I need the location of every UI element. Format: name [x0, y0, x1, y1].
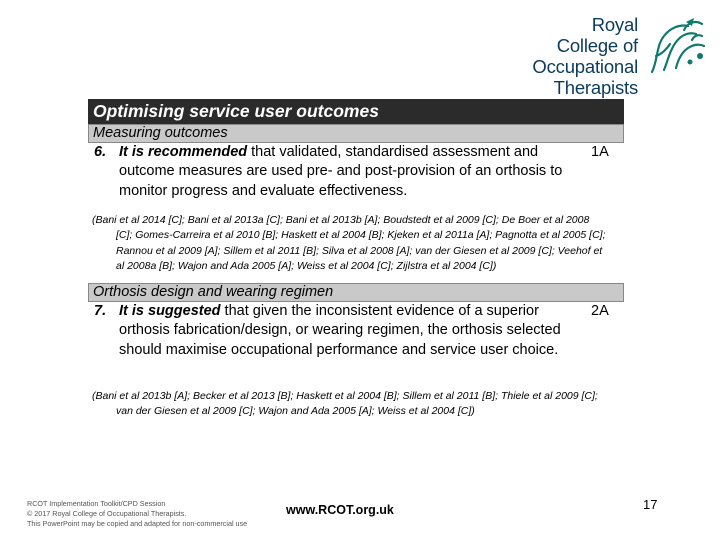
- footer-url-link[interactable]: www.RCOT.org.uk: [286, 503, 394, 517]
- recommendation-number: 7.: [94, 303, 107, 320]
- recommendation-body: that given the inconsistent evidence of a superior orthosis fabrication/design, or wearing regimen, the orthosis selected should maximise occupational performance and service user choice.: [119, 303, 561, 358]
- footer-copyright: [27, 499, 247, 529]
- recommendation-body: that validated, standardised assessment and outcome measures are used pre- and post-provision of an orthosis to monitor progress and evaluate effectiveness.: [119, 144, 563, 199]
- section-header-measuring-outcomes: Measuring outcomes: [88, 124, 624, 143]
- recommendation-7: [88, 302, 624, 381]
- recommendation-lead: It is recommended: [119, 144, 248, 160]
- recommendation-lead: It is suggested: [119, 303, 221, 320]
- logo-line: Occupational: [532, 56, 638, 77]
- logo-line: Therapists: [553, 77, 638, 98]
- section-header-orthosis-design: Orthosis design and wearing regimen: [88, 283, 624, 302]
- recommendation-grade: 1A: [591, 144, 609, 160]
- rcot-logo: [532, 14, 712, 98]
- recommendation-text: [119, 302, 569, 360]
- recommendation-6: [88, 143, 624, 203]
- slide-content: [88, 99, 624, 420]
- page-number: 17: [643, 497, 658, 512]
- footer-line: © 2017 Royal College of Occupational Therapists.: [27, 509, 187, 518]
- recommendation-number: 6.: [94, 144, 107, 160]
- recommendation-text: [119, 143, 569, 201]
- references: (Bani et al 2013b [A]; Becker et al 2013 [B]; Haskett et al 2004 [B]; Sillem et al 2011 [B]; Thiele et al 2009 [C]; van der Giesen et al 2009 [C]; Wajon and Ada 2005 [A]; Weiss et al 2004 [C]): [92, 390, 598, 418]
- references: (Bani et al 2014 [C]; Bani et al 2013a [C]; Bani et al 2013b [A]; Boudstedt et al 2009 [C]; De Boer et al 2008 [C]; Gomes-Carreira et al 2010 [B]; Haskett et al 2004 [B]; Kjeken et al 2011a [A]; Pagnotta et al 2005 [C]; Rannou et al 2009 [A]; Sillem et al 2011 [B]; Silva et al 2008 [A]; van der Giesen et al 2009 [C]; Veehof et al 2008a [B]; Wajon and Ada 2005 [A]; Weiss et al 2004 [C]; Zijlstra et al 2004 [C]): [92, 214, 606, 272]
- slide-title: Optimising service user outcomes: [88, 99, 624, 124]
- recommendation-grade: 2A: [591, 303, 609, 320]
- logo-line: Royal College of: [556, 14, 638, 56]
- rcot-emblem-icon: [644, 16, 708, 78]
- logo-wordmark: [532, 14, 638, 98]
- footer-line: RCOT Implementation Toolkit/CPD Session: [27, 499, 166, 508]
- footer-line: This PowerPoint may be copied and adapted for non-commercial use: [27, 519, 248, 528]
